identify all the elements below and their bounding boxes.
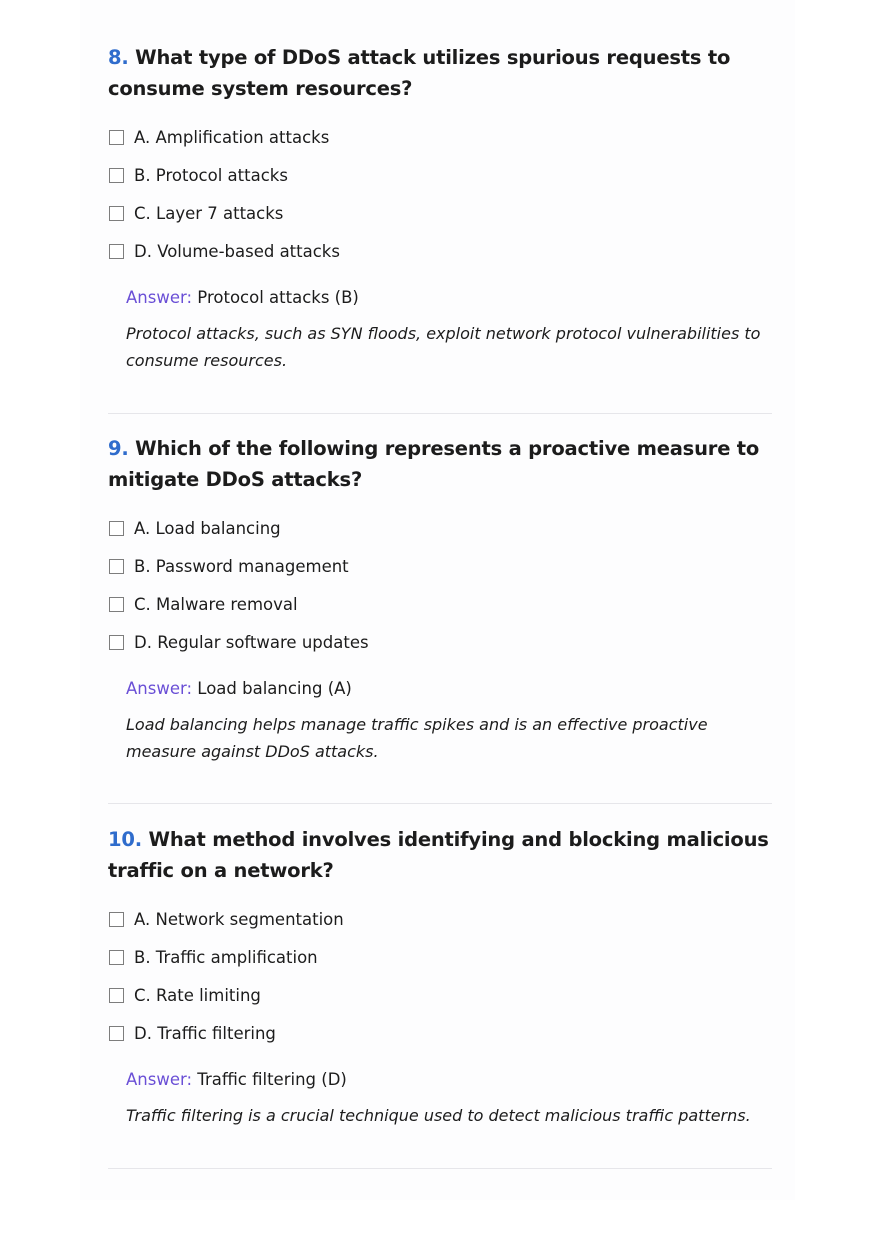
checkbox-icon[interactable]: [109, 521, 124, 536]
checkbox-icon[interactable]: [109, 559, 124, 574]
checkbox-icon[interactable]: [109, 206, 124, 221]
option-label: B. Traffic amplification: [134, 947, 318, 967]
question-8: [108, 42, 773, 374]
option-label: D. Traffic filtering: [134, 1023, 276, 1043]
option-c[interactable]: [108, 976, 773, 1014]
checkbox-icon[interactable]: [109, 130, 124, 145]
question-divider: [108, 413, 772, 414]
options-list: [108, 118, 773, 270]
checkbox-icon[interactable]: [109, 912, 124, 927]
option-a[interactable]: [108, 118, 773, 156]
option-label: B. Password management: [134, 556, 349, 576]
option-b[interactable]: [108, 156, 773, 194]
answer-label: Answer:: [126, 1070, 193, 1089]
options-list: [108, 900, 773, 1052]
question-text: Which of the following represents a proactive measure to mitigate DDoS attacks?: [108, 437, 760, 491]
answer-block: [126, 677, 773, 765]
checkbox-icon[interactable]: [109, 988, 124, 1003]
checkbox-icon[interactable]: [109, 1026, 124, 1041]
option-c[interactable]: [108, 194, 773, 232]
option-label: A. Amplification attacks: [134, 127, 330, 147]
answer-label: Answer:: [126, 679, 193, 698]
question-number: 8.: [108, 46, 129, 69]
question-divider: [108, 803, 772, 804]
option-b[interactable]: [108, 938, 773, 976]
answer-block: [126, 286, 773, 374]
option-label: C. Layer 7 attacks: [134, 203, 284, 223]
answer-label: Answer:: [126, 288, 193, 307]
answer-explanation: Load balancing helps manage traffic spikes and is an effective proactive measure against DDoS attacks.: [126, 715, 708, 761]
option-label: C. Malware removal: [134, 594, 298, 614]
option-a[interactable]: [108, 900, 773, 938]
option-d[interactable]: [108, 232, 773, 270]
checkbox-icon[interactable]: [109, 597, 124, 612]
question-text: What method involves identifying and blocking malicious traffic on a network?: [108, 828, 769, 882]
question-title: [108, 824, 773, 886]
answer-line: [126, 677, 773, 701]
question-title: [108, 42, 773, 104]
answer-value: Protocol attacks (B): [197, 288, 359, 307]
question-number: 9.: [108, 437, 129, 460]
options-list: [108, 509, 773, 661]
question-number: 10.: [108, 828, 142, 851]
answer-line: [126, 1068, 773, 1092]
option-label: D. Regular software updates: [134, 632, 369, 652]
option-label: A. Network segmentation: [134, 909, 344, 929]
question-divider: [108, 1168, 772, 1169]
option-d[interactable]: [108, 1014, 773, 1052]
answer-value: Load balancing (A): [197, 679, 352, 698]
option-label: D. Volume-based attacks: [134, 241, 340, 261]
option-label: A. Load balancing: [134, 518, 281, 538]
checkbox-icon[interactable]: [109, 950, 124, 965]
checkbox-icon[interactable]: [109, 168, 124, 183]
answer-block: [126, 1068, 773, 1129]
answer-line: [126, 286, 773, 310]
question-text: What type of DDoS attack utilizes spurious requests to consume system resources?: [108, 46, 731, 100]
answer-value: Traffic filtering (D): [197, 1070, 347, 1089]
answer-explanation: Protocol attacks, such as SYN floods, exploit network protocol vulnerabilities to consume resources.: [126, 324, 761, 370]
question-10: [108, 824, 773, 1129]
question-9: [108, 433, 773, 765]
option-c[interactable]: [108, 585, 773, 623]
option-a[interactable]: [108, 509, 773, 547]
option-label: C. Rate limiting: [134, 985, 261, 1005]
checkbox-icon[interactable]: [109, 244, 124, 259]
option-label: B. Protocol attacks: [134, 165, 288, 185]
question-title: [108, 433, 773, 495]
option-d[interactable]: [108, 623, 773, 661]
checkbox-icon[interactable]: [109, 635, 124, 650]
option-b[interactable]: [108, 547, 773, 585]
answer-explanation: Traffic filtering is a crucial technique used to detect malicious traffic patterns.: [126, 1106, 751, 1125]
